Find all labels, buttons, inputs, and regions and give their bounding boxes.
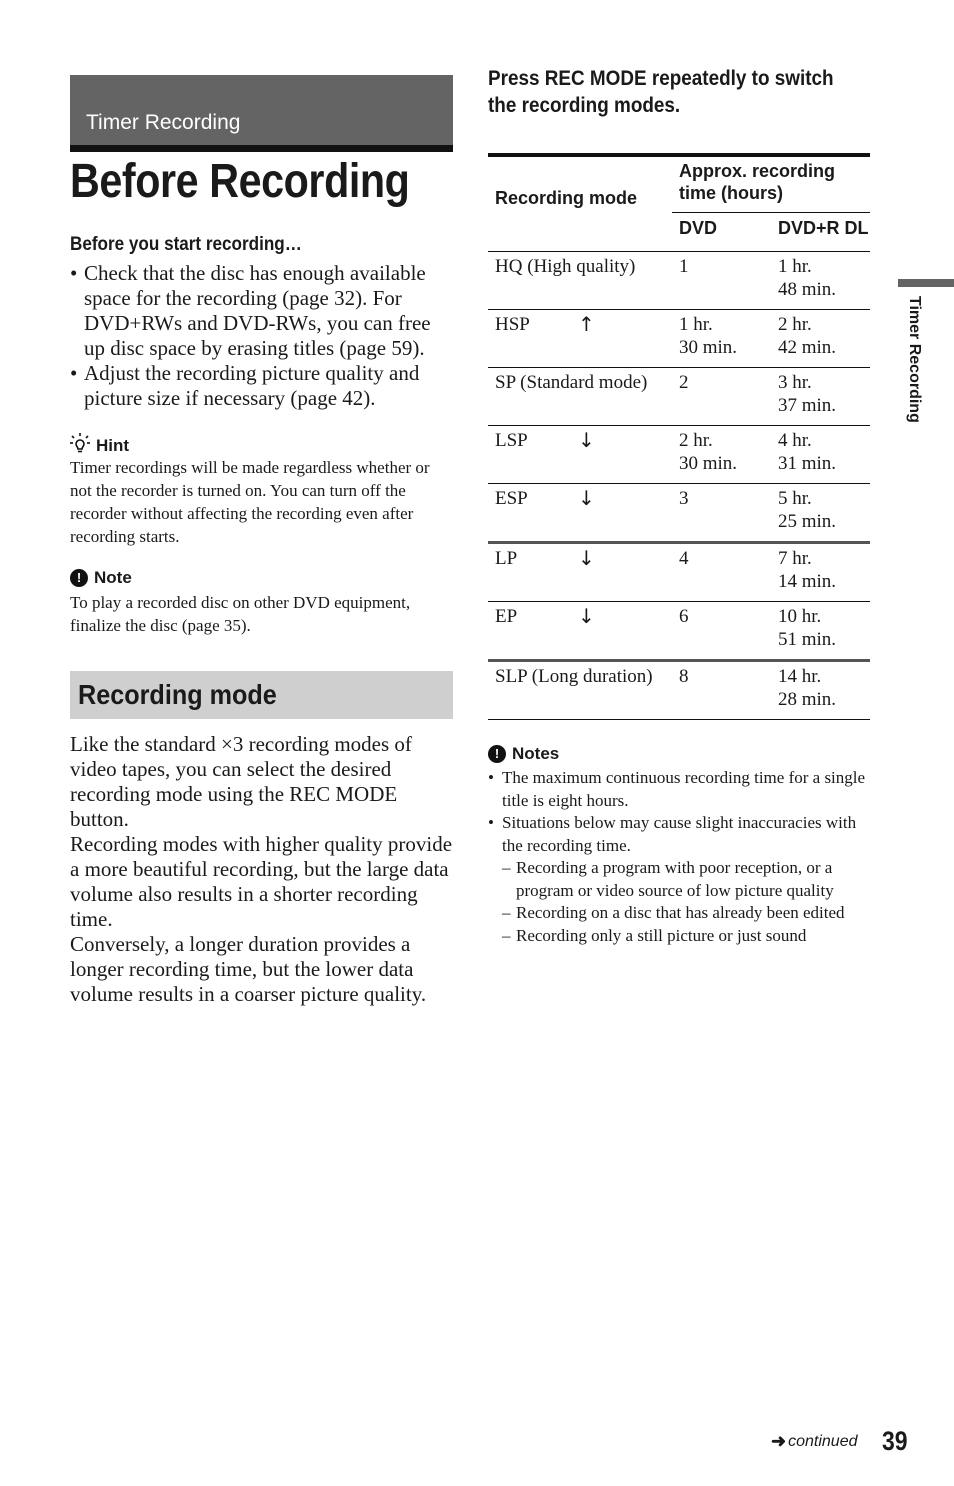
mode-cell: SLP (Long duration) (488, 661, 672, 720)
mode-cell: SP (Standard mode) (488, 368, 672, 426)
cell-line: 30 min. (679, 337, 738, 358)
list-item-text: Situations below may cause slight inaccuracies with the recording time. (502, 813, 857, 855)
notes-list (488, 767, 878, 947)
dvd-cell: 1 (672, 252, 771, 310)
dvd-cell: 2 (672, 368, 771, 426)
cell-line: 31 min. (778, 453, 837, 474)
list-item (488, 812, 878, 947)
cell-line: 37 min. (778, 395, 837, 416)
notes-label: Notes (512, 744, 560, 763)
paragraph: Conversely, a longer duration provides a longer recording time, but the lower data volume results in a coarser picture quality. (70, 932, 427, 1006)
dvd-cell: 6 (672, 602, 771, 661)
mode-cell (488, 426, 672, 484)
page-number: 39 (882, 1426, 908, 1456)
dl-cell (771, 252, 870, 310)
arrow-down-icon: ↓ (578, 428, 595, 452)
sub-list-item: – Recording a program with poor reception, or a program or video source of low picture quality (502, 857, 878, 902)
column-header-mode: Recording mode (488, 155, 672, 252)
cell-line: 48 min. (778, 279, 837, 300)
arrow-up-icon: ↑ (578, 312, 595, 336)
hint-heading (70, 433, 129, 458)
mode-cell (488, 310, 672, 368)
dl-cell (771, 602, 870, 661)
sub-list (502, 857, 878, 947)
side-tab-marker (898, 279, 954, 287)
list-item: • Adjust the recording picture quality and picture size if necessary (page 42). (70, 361, 450, 411)
before-start-list (70, 261, 450, 411)
table-row (488, 661, 870, 720)
cell-line: 1 hr. (778, 256, 812, 277)
column-header-approx: Approx. recording time (hours) (672, 155, 870, 213)
recording-mode-heading: Recording mode (78, 679, 277, 710)
dl-cell (771, 368, 870, 426)
cell-line: 5 hr. (778, 488, 812, 509)
mode-label: LP (495, 548, 518, 569)
list-item: • Check that the disc has enough available space for the recording (page 32). For DVD+RWs and DVD-RWs, you can free up disc space by erasing titles (page 59). (70, 261, 450, 361)
before-start-heading: Before you start recording… (70, 234, 302, 255)
column-header-dvd-dl: DVD+R DL (771, 213, 870, 252)
mode-cell: HQ (High quality) (488, 252, 672, 310)
side-tab-label: Timer Recording (906, 296, 923, 423)
dl-cell (771, 543, 870, 602)
cell-line: 14 min. (778, 571, 837, 592)
dl-cell (771, 426, 870, 484)
cell-line: 2 hr. (778, 314, 812, 335)
lightbulb-icon (70, 433, 90, 458)
mode-label: ESP (495, 488, 528, 509)
table-row (488, 543, 870, 602)
table-row (488, 252, 870, 310)
note-icon: ! (70, 569, 88, 587)
dvd-cell (672, 426, 771, 484)
list-item: • The maximum continuous recording time for a single title is eight hours. (488, 767, 878, 812)
cell-line: 10 hr. (778, 606, 822, 627)
page-title: Before Recording (70, 155, 410, 208)
dvd-cell: 8 (672, 661, 771, 720)
section-title-bar (70, 75, 453, 145)
arrow-down-icon: ↓ (578, 486, 595, 510)
mode-cell (488, 602, 672, 661)
hint-label: Hint (96, 435, 130, 455)
note-text: To play a recorded disc on other DVD equipment, finalize the disc (page 35). (70, 593, 411, 635)
mode-cell (488, 543, 672, 602)
cell-line: 51 min. (778, 629, 837, 650)
hint-text: Timer recordings will be made regardless whether or not the recorder is turned on. You can turn off the recorder without affecting the recording even after recording starts. (70, 458, 430, 546)
cell-line: 3 hr. (778, 372, 812, 393)
continued-label: continued (788, 1432, 858, 1450)
recording-mode-body (70, 732, 454, 1007)
recording-mode-table (488, 153, 870, 720)
table-row (488, 602, 870, 661)
cell-line: 2 hr. (679, 430, 713, 451)
mode-cell (488, 484, 672, 543)
dl-cell (771, 484, 870, 543)
mode-label: EP (495, 606, 518, 627)
continued-indicator (771, 1431, 857, 1452)
arrow-right-icon: ➜ (771, 1431, 787, 1451)
note-icon: ! (488, 745, 506, 763)
table-row (488, 368, 870, 426)
paragraph: Like the standard ×3 recording modes of video tapes, you can select the desired recording mode using the REC MODE button. (70, 732, 412, 831)
note-heading (70, 568, 132, 588)
mode-label: HSP (495, 314, 530, 335)
column-header-dvd: DVD (672, 213, 771, 252)
dl-cell (771, 310, 870, 368)
recording-mode-bar (70, 671, 453, 719)
table-row (488, 484, 870, 543)
cell-line: 4 hr. (778, 430, 812, 451)
cell-line: 1 hr. (679, 314, 713, 335)
cell-line: 28 min. (778, 689, 837, 710)
table-row (488, 426, 870, 484)
sub-list-item: – Recording only a still picture or just sound (502, 925, 878, 948)
note-label: Note (94, 568, 132, 587)
arrow-down-icon: ↓ (578, 546, 595, 570)
cell-line: 25 min. (778, 511, 837, 532)
mode-label: LSP (495, 430, 528, 451)
instruction-heading: Press REC MODE repeatedly to switch the recording modes. (488, 67, 834, 117)
section-rule (70, 145, 453, 152)
cell-line: 7 hr. (778, 548, 812, 569)
cell-line: 14 hr. (778, 666, 822, 687)
dvd-cell (672, 310, 771, 368)
paragraph: Recording modes with higher quality provide a more beautiful recording, but the large data volume also results in a shorter recording time. (70, 832, 453, 931)
dvd-cell: 4 (672, 543, 771, 602)
notes-heading (488, 744, 559, 764)
sub-list-item: – Recording on a disc that has already been edited (502, 902, 878, 925)
arrow-down-icon: ↓ (578, 604, 595, 628)
cell-line: 30 min. (679, 453, 738, 474)
dl-cell (771, 661, 870, 720)
table-row (488, 310, 870, 368)
cell-line: 42 min. (778, 337, 837, 358)
section-title: Timer Recording (86, 111, 241, 134)
dvd-cell: 3 (672, 484, 771, 543)
